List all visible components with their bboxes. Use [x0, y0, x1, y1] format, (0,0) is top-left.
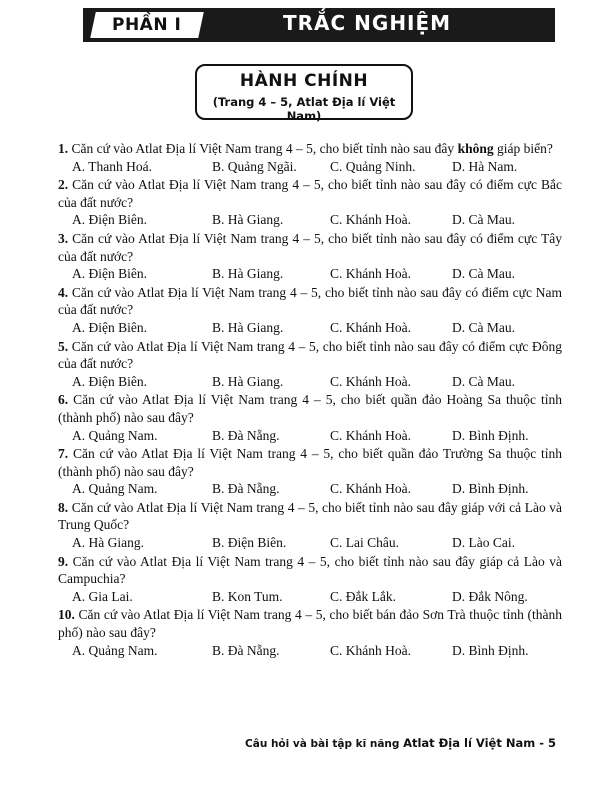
- question-stem: [58, 553, 562, 588]
- question-number: 1.: [58, 141, 69, 156]
- answer-option-a: A. Điện Biên.: [72, 266, 147, 282]
- question-text-end: giáp biển?: [493, 141, 553, 156]
- answer-option-c: C. Khánh Hoà.: [330, 427, 411, 443]
- question-item: [58, 140, 562, 175]
- question-item: [58, 391, 562, 444]
- answer-option-c: C. Khánh Hoà.: [330, 373, 411, 389]
- question-text: Căn cứ vào Atlat Địa lí Việt Nam trang 4 – 5, cho biết tỉnh nào sau đây có điểm cực Tây của đất nước?: [58, 230, 562, 264]
- question-text: Căn cứ vào Atlat Địa lí Việt Nam trang 4 – 5, cho biết quần đảo Hoàng Sa thuộc tỉnh (thành phố) nào sau đây?: [58, 392, 563, 425]
- question-stem: [58, 499, 562, 534]
- question-item: [58, 553, 562, 606]
- answer-option-d: D. Bình Định.: [452, 427, 529, 443]
- question-list: [58, 140, 562, 660]
- question-item: [58, 284, 562, 337]
- question-number: 6.: [58, 392, 69, 408]
- section-banner: [83, 8, 555, 42]
- question-item: [58, 338, 562, 391]
- footer-page-number: - 5: [535, 736, 556, 750]
- answer-option-b: B. Đà Nẵng.: [212, 427, 280, 443]
- part-label-box: [90, 12, 204, 38]
- question-stem: [58, 284, 562, 319]
- question-stem: [58, 230, 562, 265]
- answer-options: [58, 534, 562, 552]
- answer-options: [58, 211, 562, 229]
- question-stem: [58, 140, 562, 158]
- answer-option-a: A. Điện Biên.: [72, 319, 147, 335]
- question-number: 2.: [58, 177, 69, 193]
- answer-options: [58, 642, 562, 660]
- question-number: 4.: [58, 284, 69, 300]
- question-number: 9.: [58, 553, 69, 569]
- question-stem: [58, 606, 562, 641]
- question-item: [58, 499, 562, 552]
- question-item: [58, 606, 562, 659]
- answer-option-a: A. Thanh Hoá.: [72, 158, 152, 174]
- footer-text: Câu hỏi và bài tập kĩ năng: [245, 738, 404, 750]
- answer-option-c: C. Quảng Ninh.: [330, 158, 416, 174]
- question-text: Căn cứ vào Atlat Địa lí Việt Nam trang 4 – 5, cho biết tỉnh nào sau đây có điểm cực Nam của đất nước?: [58, 284, 563, 318]
- answer-option-b: B. Quảng Ngãi.: [212, 158, 297, 174]
- question-item: [58, 445, 562, 498]
- answer-option-b: B. Đà Nẵng.: [212, 481, 280, 497]
- section-subtitle: (Trang 4 – 5, Atlat Địa lí Việt Nam): [212, 95, 396, 123]
- question-text: Căn cứ vào Atlat Địa lí Việt Nam trang 4 – 5, cho biết tỉnh nào sau đây có điểm cực Đông của đất nước?: [58, 338, 563, 372]
- question-emphasis: không: [457, 141, 494, 156]
- answer-options: [58, 480, 562, 498]
- answer-option-a: A. Quảng Nam.: [72, 427, 158, 443]
- answer-option-d: D. Lào Cai.: [452, 535, 515, 551]
- answer-option-a: A. Quảng Nam.: [72, 481, 158, 497]
- answer-option-b: B. Hà Giang.: [212, 212, 284, 228]
- answer-option-b: B. Kon Tum.: [212, 588, 283, 604]
- question-item: [58, 176, 562, 229]
- question-stem: [58, 445, 562, 480]
- question-item: [58, 230, 562, 283]
- answer-option-c: C. Khánh Hoà.: [330, 481, 411, 497]
- answer-option-d: D. Cà Mau.: [452, 319, 515, 335]
- answer-option-d: D. Cà Mau.: [452, 373, 515, 389]
- answer-option-b: B. Hà Giang.: [212, 319, 284, 335]
- answer-option-c: C. Đắk Lắk.: [330, 588, 396, 604]
- footer-brand: Atlat Địa lí Việt Nam: [403, 736, 536, 750]
- answer-option-a: A. Quảng Nam.: [72, 642, 158, 658]
- answer-option-d: D. Cà Mau.: [452, 212, 515, 228]
- answer-options: [58, 158, 562, 176]
- answer-option-d: D. Đắk Nông.: [452, 588, 528, 604]
- answer-options: [58, 373, 562, 391]
- question-number: 3.: [58, 230, 69, 246]
- question-text: Căn cứ vào Atlat Địa lí Việt Nam trang 4 – 5, cho biết tỉnh nào sau đây có điểm cực Bắc của đất nước?: [58, 177, 563, 210]
- question-number: 10.: [58, 607, 75, 623]
- question-number: 7.: [58, 446, 69, 462]
- question-number: 5.: [58, 338, 69, 354]
- answer-option-c: C. Khánh Hoà.: [330, 642, 411, 658]
- answer-option-a: A. Gia Lai.: [72, 588, 133, 604]
- answer-option-b: B. Hà Giang.: [212, 266, 284, 282]
- answer-option-a: A. Điện Biên.: [72, 212, 147, 228]
- answer-option-b: B. Đà Nẵng.: [212, 642, 280, 658]
- answer-options: [58, 427, 562, 445]
- answer-option-a: A. Điện Biên.: [72, 373, 147, 389]
- answer-options: [58, 265, 562, 283]
- answer-option-d: D. Bình Định.: [452, 481, 529, 497]
- section-title: HÀNH CHÍNH: [239, 71, 369, 91]
- question-text: Căn cứ vào Atlat Địa lí Việt Nam trang 4 – 5, cho biết tỉnh nào sau đây giáp với cả Lào và Trung Quốc?: [58, 499, 563, 533]
- page-footer: [245, 736, 556, 750]
- question-text: Căn cứ vào Atlat Địa lí Việt Nam trang 4 – 5, cho biết tỉnh nào sau đây giáp cả Lào và Campuchia?: [58, 553, 562, 587]
- question-text: Căn cứ vào Atlat Địa lí Việt Nam trang 4 – 5, cho biết tỉnh nào sau đây: [71, 141, 458, 156]
- answer-option-d: D. Hà Nam.: [452, 158, 518, 174]
- question-stem: [58, 176, 562, 211]
- answer-option-c: C. Khánh Hoà.: [330, 319, 411, 335]
- answer-option-d: D. Cà Mau.: [452, 266, 515, 282]
- answer-option-c: C. Khánh Hoà.: [330, 266, 411, 282]
- banner-title: TRẮC NGHIỆM: [283, 11, 452, 35]
- section-title-box: [195, 64, 413, 123]
- part-label: PHẦN I: [112, 15, 182, 35]
- answer-option-a: A. Hà Giang.: [72, 535, 144, 551]
- answer-option-b: B. Điện Biên.: [212, 535, 287, 551]
- answer-options: [58, 319, 562, 337]
- question-stem: [58, 338, 562, 373]
- answer-option-b: B. Hà Giang.: [212, 373, 284, 389]
- question-number: 8.: [58, 499, 69, 515]
- answer-option-c: C. Khánh Hoà.: [330, 212, 411, 228]
- question-text: Căn cứ vào Atlat Địa lí Việt Nam trang 4 – 5, cho biết bán đảo Sơn Trà thuộc tỉnh (thành phố) nào sau đây?: [58, 607, 563, 641]
- answer-option-c: C. Lai Châu.: [330, 535, 399, 551]
- question-stem: [58, 391, 562, 426]
- answer-option-d: D. Bình Định.: [452, 642, 529, 658]
- question-text: Căn cứ vào Atlat Địa lí Việt Nam trang 4 – 5, cho biết quần đảo Trường Sa thuộc tỉnh (thành phố) nào sau đây?: [58, 446, 563, 479]
- answer-options: [58, 588, 562, 606]
